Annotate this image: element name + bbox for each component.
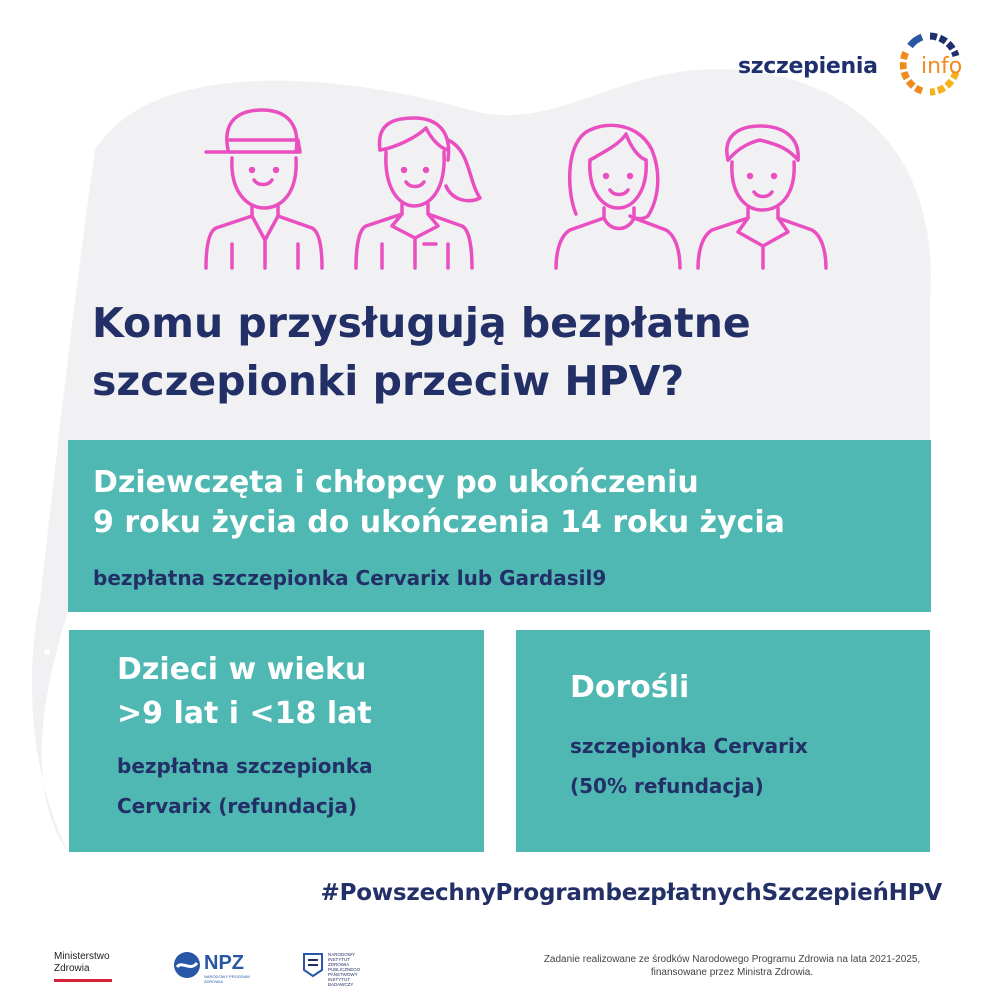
card-children-9-14 [68, 440, 931, 612]
public-health-institute-logo[interactable] [302, 950, 372, 987]
ministry-of-health-logo[interactable] [54, 951, 112, 982]
campaign-hashtag[interactable]: #PowszechnyProgrambezpłatnychSzczepieńHPV [320, 880, 942, 906]
institute-name: NARODOWY INSTYTUT ZDROWIA PUBLICZNEGO PAŃSTWOWY INSTYTUT BADAWCZY [328, 952, 361, 987]
card-heading-line-2: >9 lat i <18 lat [117, 696, 372, 731]
card-heading-line-2: 9 roku życia do ukończenia 14 roku życia [93, 505, 785, 540]
logo-info-text: info [921, 54, 963, 79]
card-subtext [570, 726, 808, 806]
card-subtext: bezpłatna szczepionka Cervarix lub Gardasil9 [93, 566, 607, 590]
people-illustration [0, 0, 1000, 280]
ministry-red-bar [54, 979, 112, 982]
card-subtext-line-1: szczepionka Cervarix [570, 734, 808, 758]
institute-emblem-icon [302, 952, 324, 978]
npz-label: NPZ [204, 952, 244, 974]
woman-icon [556, 125, 680, 268]
card-subtext-line-2: Cervarix (refundacja) [117, 794, 358, 818]
card-heading-line-1: Dziewczęta i chłopcy po ukończeniu [93, 465, 699, 500]
title-line-2: szczepionki przeciw HPV? [92, 357, 685, 405]
card-subtext-line-1: bezpłatna szczepionka [117, 754, 373, 778]
npz-sublabel: NARODOWY PROGRAM ZDROWIA [204, 974, 250, 984]
page-title [92, 294, 952, 410]
card-subtext [117, 746, 373, 826]
card-subtext-line-2: (50% refundacja) [570, 774, 764, 798]
ministry-line-2: Zdrowia [54, 963, 90, 974]
funding-note-line-1: Zadanie realizowane ze środków Narodowego Programu Zdrowia na lata 2021-2025, [543, 954, 921, 965]
npz-wave-icon [172, 950, 202, 980]
card-heading [117, 648, 372, 736]
card-heading: Dorośli [570, 670, 690, 705]
funding-note [522, 953, 942, 979]
man-icon [698, 126, 826, 268]
funding-note-line-2: finansowane przez Ministra Zdrowia. [650, 967, 814, 978]
ministry-line-1: Ministerstwo [54, 951, 110, 962]
card-heading-line-1: Dzieci w wieku [117, 652, 367, 687]
girl-with-ponytail-icon [356, 118, 480, 268]
card-adults [516, 630, 930, 852]
card-heading [93, 463, 785, 543]
card-children-9-18 [69, 630, 484, 852]
title-line-1: Komu przysługują bezpłatne [92, 299, 751, 347]
logo-wordmark: szczepienia [738, 54, 878, 79]
npz-logo[interactable] [172, 948, 262, 984]
boy-with-cap-icon [206, 110, 322, 268]
